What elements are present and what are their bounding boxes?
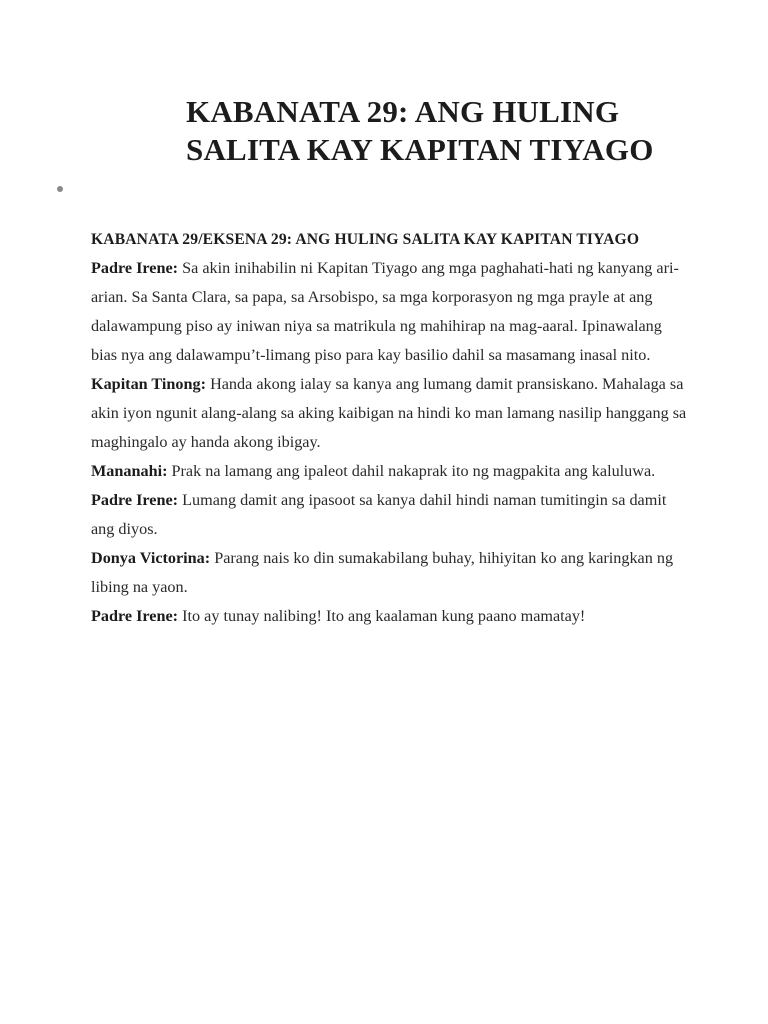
dialogue-text: Handa akong ialay sa kanya ang lumang damit pransiskano. Mahalaga sa akin iyon ngunit alang-alang sa aking kaibigan na hindi ko man lamang nasilip hanggang sa maghingalo ay handa akong ibigay. <box>91 375 687 451</box>
dialogue-text: Parang nais ko din sumakabilang buhay, hihiyitan ko ang karingkan ng libing na yaon. <box>91 549 674 596</box>
speaker-name: Padre Irene: <box>91 607 179 625</box>
speaker-name: Padre Irene: <box>91 491 179 509</box>
dialogue-paragraph <box>91 370 691 457</box>
dialogue-text: Prak na lamang ang ipaleot dahil nakaprak ito ng magpakita ang kaluluwa. <box>171 462 656 480</box>
dialogue-paragraph <box>91 544 691 602</box>
speaker-name: Donya Victorina: <box>91 549 211 567</box>
title-line-2: SALITA KAY KAPITAN TIYAGO <box>186 132 654 167</box>
dialogue-text: Sa akin inihabilin ni Kapitan Tiyago ang mga paghahati-hati ng kanyang ari-arian. Sa Santa Clara, sa papa, sa Arsobispo, sa mga korporasyon ng mga prayle at ang dalawampung piso ay iniwan niya sa matrikula ng mahihirap na mag-aaral. Ipinawalang bias nya ang dalawampu’t-limang piso para kay basilio dahil sa masamang inasal nito. <box>91 259 679 364</box>
dialogue-text: Lumang damit ang ipasoot sa kanya dahil hindi naman tumitingin sa damit ang diyos. <box>91 491 667 538</box>
dialogue-paragraph <box>91 602 691 631</box>
speaker-name: Mananahi: <box>91 462 168 480</box>
dialogue-paragraph <box>91 457 691 486</box>
speaker-name: Padre Irene: <box>91 259 179 277</box>
document-body <box>91 225 691 631</box>
title-line-1: KABANATA 29: ANG HULING <box>186 94 620 129</box>
dialogue-text: Ito ay tunay nalibing! Ito ang kaalaman kung paano mamatay! <box>182 607 586 625</box>
section-heading: KABANATA 29/EKSENA 29: ANG HULING SALITA KAY KAPITAN TIYAGO <box>91 231 640 248</box>
speaker-name: Kapitan Tinong: <box>91 375 207 393</box>
dialogue-paragraph <box>91 254 691 370</box>
bullet-point <box>57 186 63 192</box>
document-title <box>186 93 726 169</box>
dialogue-paragraph <box>91 486 691 544</box>
